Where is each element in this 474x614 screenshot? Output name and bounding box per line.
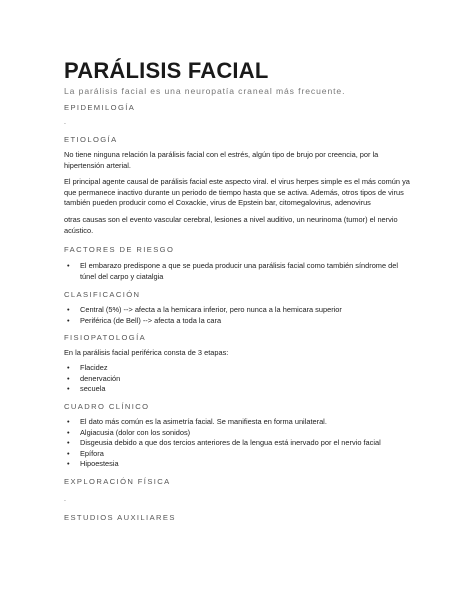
etiologia-paragraph-3: otras causas son el evento vascular cerebral, lesiones a nivel auditivo, un neurinoma (tumor) el nervio acústico.	[64, 214, 398, 235]
list-item-text: Periférica (de Bell) --> afecta a toda la cara	[80, 315, 222, 325]
etiologia-paragraph-2: El principal agente causal de parálisis facial este aspecto viral. el virus herpes simple es el más común ya que permanece inactivo durante un periodo de tiempo hasta que se activa. Además, otros tipos de virus también pueden producir como el Coxackie, virus de Epstein bar, citomegalovirus, adenovirus	[64, 177, 410, 208]
list-item-text: Epífora	[80, 448, 104, 458]
list-item	[64, 305, 414, 316]
list-item	[64, 384, 414, 395]
bullet-icon: •	[67, 305, 70, 315]
bullet-icon: •	[67, 373, 70, 383]
heading-fisiopatologia: FISIOPATOLOGÍA	[64, 332, 147, 342]
document-subtitle: La parálisis facial es una neuropatía craneal más frecuente.	[64, 86, 346, 96]
list-item-text: Disgeusia debido a que dos tercios anteriores de la lengua está inervado por el nervio facial	[80, 438, 381, 448]
cuadro-clinico-list	[64, 417, 414, 470]
heading-etiologia: ETIOLOGÍA	[64, 135, 118, 144]
document-content	[64, 58, 414, 523]
bullet-icon: •	[67, 459, 70, 469]
bullet-icon: •	[67, 438, 70, 448]
list-item-text: Hipoestesia	[80, 459, 119, 469]
fisiopatologia-intro: En la parálisis facial periférica consta de 3 etapas:	[64, 347, 229, 357]
heading-estudios-auxiliares: ESTUDIOS AUXILIARES	[64, 512, 176, 522]
list-item-text: Flacidez	[80, 363, 108, 373]
list-item	[64, 449, 414, 460]
bullet-icon: •	[67, 384, 70, 394]
heading-epidemiologia: EPIDEMILOGÍA	[64, 103, 136, 112]
list-item	[64, 417, 414, 428]
list-item	[64, 316, 414, 327]
bullet-icon: •	[67, 261, 70, 271]
factores-list	[64, 261, 414, 282]
bullet-icon: •	[67, 416, 70, 426]
list-item	[64, 261, 414, 282]
list-item	[64, 438, 414, 449]
heading-clasificacion: CLASIFICACIÓN	[64, 290, 141, 300]
list-item	[64, 374, 414, 385]
heading-cuadro-clinico: CUADRO CLÍNICO	[64, 401, 150, 411]
heading-exploracion-fisica: EXPLORACIÓN FÍSICA	[64, 476, 171, 486]
exploracion-placeholder: .	[64, 495, 66, 503]
list-item-text: Algiacusia (dolor con los sonidos)	[80, 427, 191, 437]
list-item	[64, 459, 414, 470]
list-item	[64, 428, 414, 439]
list-item	[64, 363, 414, 374]
bullet-icon: •	[67, 363, 70, 373]
epidemiologia-placeholder: .	[64, 119, 66, 126]
bullet-icon: •	[67, 427, 70, 437]
list-item-text: denervación	[80, 373, 121, 383]
bullet-icon: •	[67, 448, 70, 458]
etiologia-paragraph-1: No tiene ninguna relación la parálisis facial con el estrés, algún tipo de brujo por creencia, por la hipertensión arterial.	[64, 150, 379, 170]
list-item-text: El embarazo predispone a que se pueda producir una parálisis facial como también síndrome del túnel del carpo y ciatalgia	[80, 261, 398, 281]
heading-factores: FACTORES DE RIESGO	[64, 245, 175, 255]
list-item-text: secuela	[80, 384, 106, 394]
document-title: PARÁLISIS FACIAL	[64, 58, 269, 83]
fisiopatologia-list	[64, 363, 414, 395]
clasificacion-list	[64, 305, 414, 326]
list-item-text: El dato más común es la asimetría facial. Se manifiesta en forma unilateral.	[80, 416, 327, 426]
bullet-icon: •	[67, 315, 70, 325]
list-item-text: Central (5%) --> afecta a la hemicara inferior, pero nunca a la hemicara superior	[80, 305, 342, 315]
